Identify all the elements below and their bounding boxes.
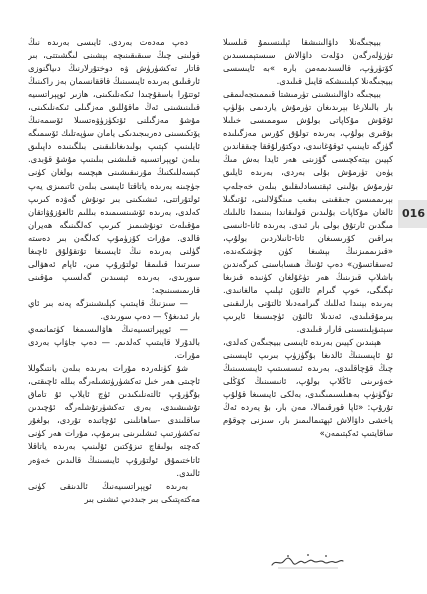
signature-logo — [268, 550, 346, 572]
paragraph: دەپ مەدەت بەردى. ئايىسى بەرىدە نىڭ قولىنى چىڭ سىقىقىنىچە بېشىنى لىگشىتتى، بىر قاتار تەكشۈرۈش ۋە دوختۇرلارنىڭ دىياگنوزى ئارقىلىق بەرىدە ئايىسىنىڭ قاققانسمان بەز راكىنىڭ ئوتتۇرا باسقۇچىدا ئىكەنلىكىنى، ھازىر ئوپېراتسىيە قىلىنىشىنى ئەڭ ماقۇللىق مەزگىلى ئىكەنلىكىنى، مۇشۇ مەزگىلنى ئۆتكۈزۈۋەتسىلا ئۆسمەنىڭ يۆتكىسىنى دەربىجىدىكى يامان سۈپەتلىك ئۆسمىگە ئايلىنىپ كېتىپ بولىدىغانلىقىنى بىلگىنىدە داپىلىق بىلەن ئوپېراتسىيە قىلىشنى بىلىنىپ مۇشۇ قۇبدى. كېسەللىكنىڭ مۇرنىقىشىنى ھېچسە بولغان كۈنى جۈچىنە بەرىدە ياتاقتا ئايىسى بىلەن ئاتىمىزى يەپ ئولتۇراتتى، ئىشىكىنى بىر تونۇش گەۋدە كىرىپ كەلدى، بەرىدە ئۆشىنسىمىدە بىللىم ئالغۇزۇۋاتقان مۇقىلەت تونۇشىمىز كىرىپ كەلگىنىگە ھەيران قالدى. مۇرات كۆزۈمۇپ كەلگەن بىر دەستە گۈلنى بەرىدە نىڭ ئايىسىغا تۇتقۇلۇق ئاچىغا سىرتىدا قىلىمقا ئولتۇرۇپ مىن، ئاپام ئەھۋالى سورىدى، بەرىدە ئېسىدىن گەلسىپ مۇقىنى قارىمىسىنىچە: — [28, 37, 200, 295]
paragraph: بەرىدە ئوپېراتسىيەنىڭ ئالدىنقى كۈنى مەكتەپتىكى بىر جىددىي ئىشنى بىر — [28, 480, 200, 504]
left-text-column — [28, 36, 200, 541]
paragraph: ببيجىگەنلا داۋالىنىشقا ئېلىنسىمۇ قىلسىلا تۈزۈلەرگەن دۆلەت داۋالاش سىستېمىسىدىن كۆتۈرۈپ، قالسىدىمەمن بارە »بە ئايىسسى ببيجىگەنلا كېلىنىشكە قايىل قىلىدى. — [223, 37, 393, 87]
paragraph: شۇ كۈنلەردە مۇرات بەرىدە بىلەن بانتىگوللا ئاچىتى ھەر خىل تەكشۈرۈتشىلەرگە بىللە ئاچىقتى، بۇگۈرۇپ ئالتەنلىكىدىن ئۈچ ئايلاپ ئۇ تاماق تۇشىشىدى، بەرى تەكشۈرتۇشلەرگە ئۇچىدىن ساقلىندى -ساھانلىنى ئۇچاتىدە تۇردى، بولغۇر تەكشۈرتىپ ئىشلىرىنى بىرمۇپ، مۇرات ھەر كۈنى كەچتە بولىقاچ تىزۇكتىن ئۇلىنىپ بەرىدە ياتاقلا ئاتاختىمۇق ئولتۇرۇپ ئايىسىنىڭ قالىدىن خەۋەر ئالىدى. — [28, 363, 200, 478]
paragraph: ببيجىگە داۋالىنىشىنى تۈرمىشتا قىممىتجەلىمقى بار بالىلارغا بېرىدىغان تۈرمۇش ياردىمى بۆلۈپ ئۇقۇش مۇكاپاتى بولۇش سوممىسى خىلىلا بۇقىرى بولۇپ، بەرىدە تولۇق كۇرس مەزگىلىدە گۈزگە تايىنىپ ئوقۇغانىدى، دوكتۇرلۇققا چىققاندىن كېيىن بېتەكچىسى گۆزىنى ھەر ئايدا بەش مىڭ يۈەن تۈرمۇش بۇلى بەردى، بەرىدە ئايلىق تۈرمۇش بۇلىنى ئېقتىسادلىقلىق بىلەن خەجلەپ بېرىممىسن جىققىنى بىغىب مىنگۆلالىنى، ئۆتىگىلا ئالغان مۇكاپات بۇلىدىن قولىقاندا بىنىمدا ئالىلىك مىگدىن ئارتۇق بولى بار ئىدى. بەرىدە ئانا-ئانىسى بىراقىن كۆرىسىغان ئاتا-ئانىلاردىن بولۇپ، «قىزىممىزنىڭ بېشىغا كۈن چۈشكەندە، ئەسقاتسۇن» دەپ ئۇنىڭ ھىساباسنى كىرگەندىن باشلاپ قىزىنىڭ ھەر تۈغۇلغان كۈنىدە قىزىغا تېگىگى، خوپ گىرام ئالتۇن ئېلىپ مالغانىدى. بەرىدە بېنىدا ئەللىك گىرامەدىلا ئالتۇنى بارلىقىنى بىرمۇقىلىدى، ئەندىلا ئالتۇن ئۈچىسىغا ئايرىپ سېتىۋېلىنسىنى قارار قىلىدى. — [223, 89, 393, 335]
paragraph: — ئوپېراتسىيەنىڭ ھاۋالىسىمغا كۈتمانمەي بالدۇرلا قايىتىپ كەلدىم. — دەپ جاۋاپ بەردى مۇرات. — [28, 324, 200, 361]
right-text-column — [223, 36, 393, 536]
page-number: 016 — [402, 207, 425, 220]
paragraph: — سىزنىڭ قايىتىپ كېلىشىنىزگە پەنە بىر ئاي بار ئىدىغۇ؟ — دەپ سورىدى. — [28, 297, 200, 321]
paragraph: ھېنىدىن كېيىن بەرىدە ئايىسى ببيجىگەن كەلدى، ئۇ ئاپىسىنىڭ ئالدىغا بۇگۈزۈپ بىرىپ ئاپىسىنى چىڭ قۇچاقلىدى، بەرىدە ئىسسىتىپ ئايىسسىنىڭ خەۋىرىنى ئاڭلاپ بولۇپ، ئانىسىنىڭ كۆڭلى تۈگۈنۈپ بەھىلسىمىگىدى، بەلكى ئايىسىغا قۇلۇپ تۇرۇپ: «ئاپا قورقىمالا، مەن بار، بۇ يەردە ئەڭ ياخشى داۋالاش ئېھتىمالىمىز بار، سىزنى چوقۇم ساقايتىپ ئەكېتىمەن» — [223, 337, 393, 439]
